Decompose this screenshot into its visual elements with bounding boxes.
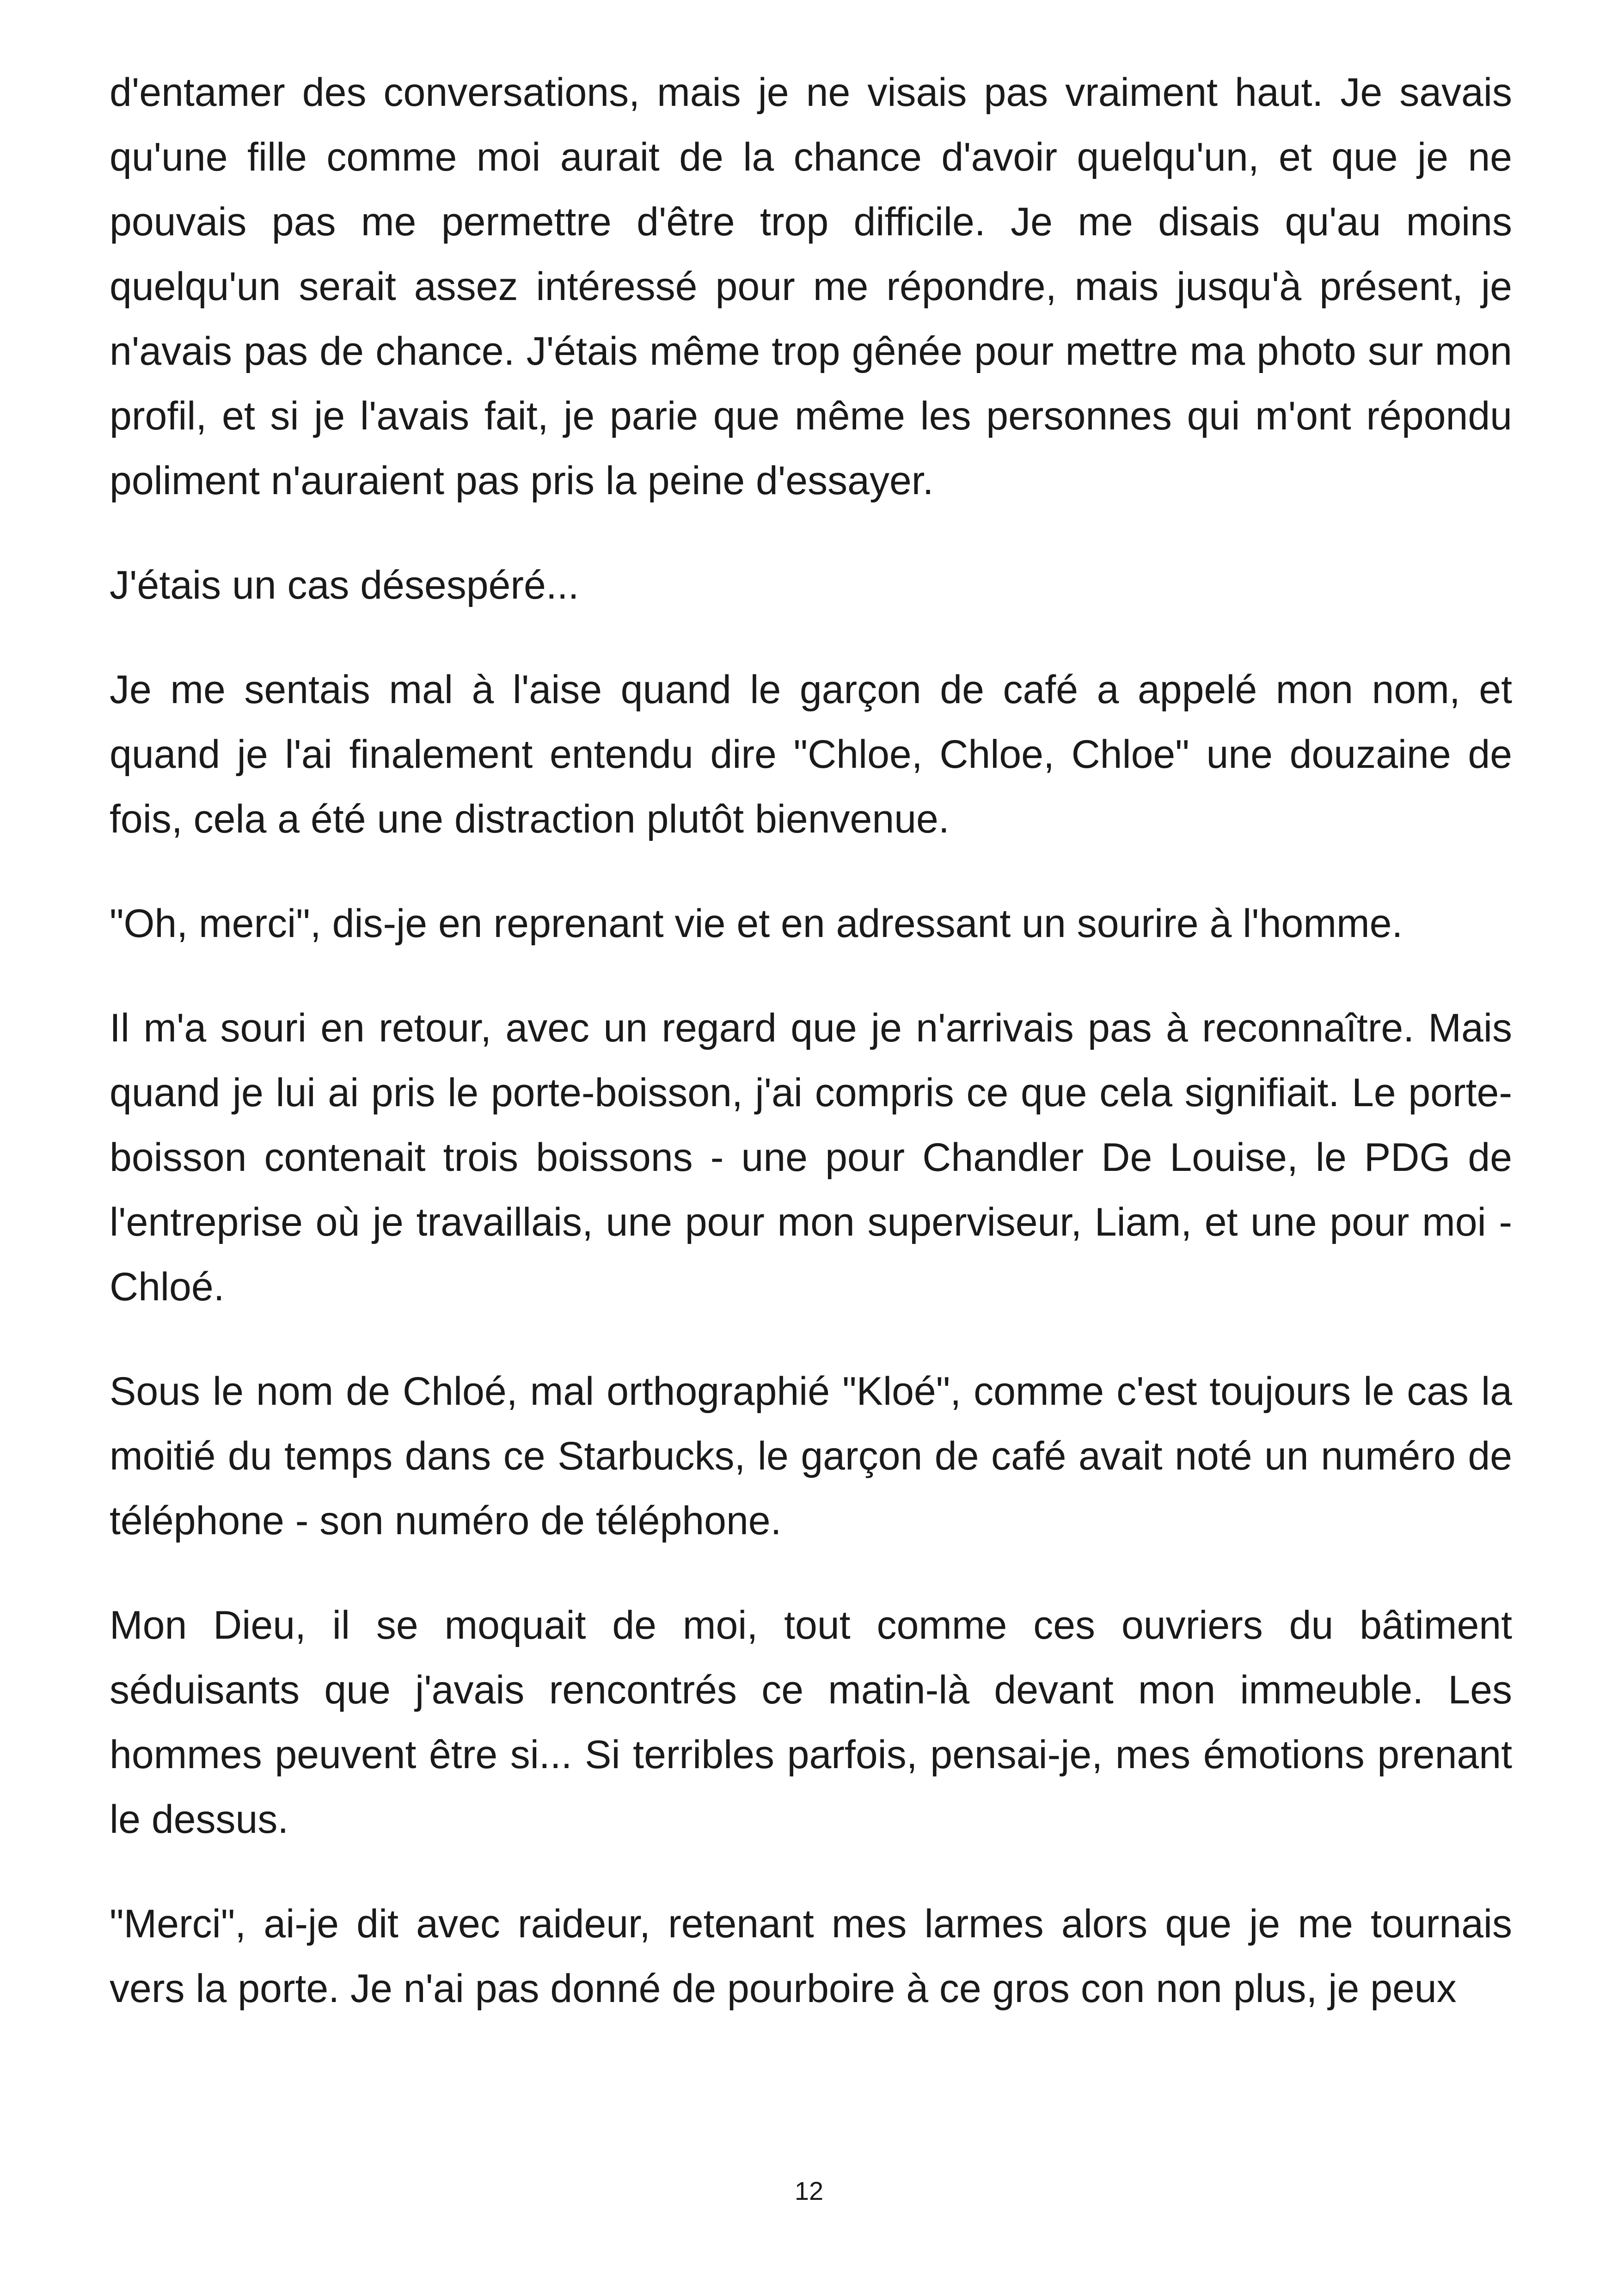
page-number: 12 [794,2176,824,2205]
paragraph: Mon Dieu, il se moquait de moi, tout comme ces ouvriers du bâtiment séduisants que j'avais rencontrés ce matin-là devant mon immeuble. Les hommes peuvent être si... Si terribles parfois, pensai-je, mes émotions prenant le dessus. [110,1603,1512,1842]
paragraph: J'étais un cas désespéré... [110,563,579,607]
paragraph: "Merci", ai-je dit avec raideur, retenant mes larmes alors que je me tournais vers la porte. Je n'ai pas donné de pourboire à ce gros con non plus, je peux [110,1902,1512,2011]
page-body [110,60,1512,2021]
paragraph: Sous le nom de Chloé, mal orthographié "Kloé", comme c'est toujours le cas la moitié du temps dans ce Starbucks, le garçon de café avait noté un numéro de téléphone - son numéro de téléphone. [110,1369,1512,1543]
paragraph: d'entamer des conversations, mais je ne visais pas vraiment haut. Je savais qu'une fille comme moi aurait de la chance d'avoir quelqu'un, et que je ne pouvais pas me permettre d'être trop difficile. Je me disais qu'au moins quelqu'un serait assez intéressé pour me répondre, mais jusqu'à présent, je n'avais pas de chance. J'étais même trop gênée pour mettre ma photo sur mon profil, et si je l'avais fait, je parie que même les personnes qui m'ont répondu poliment n'auraient pas pris la peine d'essayer. [110,70,1512,503]
paragraph: Je me sentais mal à l'aise quand le garçon de café a appelé mon nom, et quand je l'ai finalement entendu dire "Chloe, Chloe, Chloe" une douzaine de fois, cela a été une distraction plutôt bienvenue. [110,667,1512,841]
paragraph: "Oh, merci", dis-je en reprenant vie et en adressant un sourire à l'homme. [110,901,1403,946]
paragraph: Il m'a souri en retour, avec un regard que je n'arrivais pas à reconnaître. Mais quand je lui ai pris le porte-boisson, j'ai compris ce que cela signifiait. Le porte-boisson contenait trois boissons - une pour Chandler De Louise, le PDG de l'entreprise où je travaillais, une pour mon superviseur, Liam, et une pour moi - Chloé. [110,1006,1512,1309]
